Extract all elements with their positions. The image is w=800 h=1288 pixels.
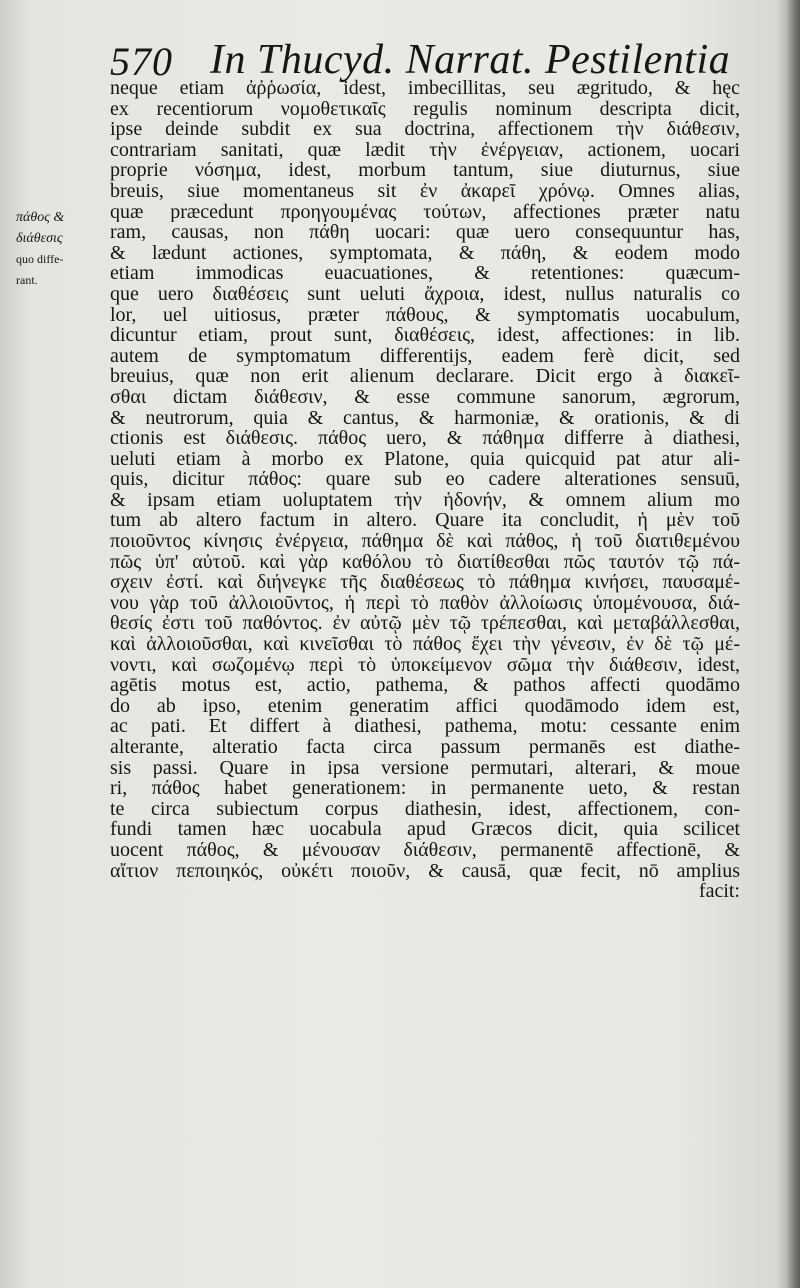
text-line: alterante, alteratio facta circa passum permanēs est diathe- [110, 737, 740, 758]
text-line: ueluti etiam à morbo ex Platone, quia quicquid pat atur ali- [110, 448, 740, 470]
text-line: & lædunt actiones, symptomata, & πάθη, & eodem modo [110, 242, 740, 264]
text-line: ipse deinde subdit ex sua doctrina, affectionem τὴν διάθεσιν, [110, 119, 740, 140]
text-line: etiam immodicas euacuationes, & retentiones: quæcum- [110, 263, 740, 284]
page-gutter-shadow [786, 0, 800, 1288]
text-line: πῶς ὑπ' αὐτοῦ. καὶ γὰρ καθόλου τὸ διατίθεσθαι πῶς ταυτόν τῷ πά- [110, 551, 740, 573]
text-line: proprie νόσημα, idest, morbum tantum, siue diuturnus, siue [110, 160, 740, 181]
text-line: breuius, quæ non erit alienum declarare. Dicit ergo à διακεῖ- [110, 366, 740, 387]
text-line: te circa subiectum corpus diathesin, idest, affectionem, con- [110, 798, 740, 820]
text-line: que uero διαθέσεις sunt ueluti ἄχροια, idest, nullus naturalis co [110, 283, 740, 305]
text-line: & neutrorum, quia & cantus, & harmoniæ, & orationis, & di [110, 407, 740, 429]
text-line: ποιοῦντος κίνησις ἐνέργεια, πάθημα δὲ καὶ πάθος, ἡ τοῦ διατιθεμένου [110, 531, 740, 552]
text-line: ac pati. Et differt à diathesi, pathema, motu: cessante enim [110, 716, 740, 737]
text-line: autem de symptomatum differentijs, eadem ferè dicit, sed [110, 345, 740, 367]
text-line: αἴτιον πεποιηκός, οὐκέτι ποιοῦν, & causā, quæ fecit, nō amplius [110, 860, 740, 882]
text-line: σθαι dictam διάθεσιν, & esse commune sanorum, ægrorum, [110, 386, 740, 408]
page-number: 570 [110, 39, 173, 84]
text-line: uocent πάθος, & μένουσαν διάθεσιν, permanentē affectionē, & [110, 839, 740, 861]
text-line: quæ præcedunt προηγουμένας τούτων, affectiones præter natu [110, 201, 740, 223]
text-line: ri, πάθος habet generationem: in permanente ueto, & restan [110, 778, 740, 799]
margin-note [16, 207, 106, 291]
text-line: contrariam sanitati, quæ lædit τὴν ἐνέργειαν, actionem, uocari [110, 139, 740, 161]
text-line: σχειν ἐστί. καὶ διήνεγκε τῆς διαθέσεως τὸ πάθημα κινήσει, παυσαμέ- [110, 572, 740, 593]
margin-note-line: πάθος & [16, 210, 65, 225]
text-line: ram, causas, non πάθη uocari: quæ uero consequuntur has, [110, 222, 740, 243]
text-line: facit: [698, 881, 740, 902]
text-line: lor, uel uitiosus, præter πάθους, & symptomatis uocabulum, [110, 304, 740, 326]
text-line: νοντι, καὶ σωζομένῳ περὶ τὸ ὑποκείμενον σῶμα τὴν διάθεσιν, idest, [110, 654, 740, 676]
body-text [110, 78, 740, 902]
text-line: θεσίς ἐστι τοῦ παθόντος. ἐν αὐτῷ μὲν τῷ τρέπεσθαι, καὶ μεταβάλλεσθαι, [110, 613, 740, 635]
text-line: καὶ ἀλλοιοῦσθαι, καὶ κινεῖσθαι τὸ πάθος ἔχει τὴν γένεσιν, ἐν δὲ τῷ μέ- [110, 634, 740, 655]
text-line: neque etiam ἀῤῥωσία, idest, imbecillitas, seu ægritudo, & hęc [110, 78, 740, 99]
text-line: sis passi. Quare in ipsa versione permutari, alterari, & moue [110, 757, 740, 779]
text-line: ctionis est διάθεσις. πάθος uero, & πάθημα differre à diathesi, [110, 428, 740, 449]
text-line: quis, dicitur πάθος: quare sub eo cadere alterationes sensuū, [110, 469, 740, 490]
text-line: dicuntur etiam, prout sunt, διαθέσεις, idest, affectiones: in lib. [110, 325, 740, 346]
text-line: fundi tamen hæc uocabula apud Græcos dicit, quia scilicet [110, 819, 740, 840]
text-line: & ipsam etiam uoluptatem τὴν ἡδονήν, & omnem alium mo [110, 489, 740, 511]
text-line: ex recentiorum νομοθετικαῖς regulis nominum descripta dicit, [110, 98, 740, 120]
margin-note-line: quo diffe- [16, 252, 64, 266]
margin-note-line: διάθεσις [16, 231, 63, 246]
text-line: agētis motus est, actio, pathema, & pathos affecti quodāmo [110, 675, 740, 696]
text-line: tum ab altero factum in altero. Quare ita concludit, ἡ μὲν τοῦ [110, 510, 740, 532]
text-line: do ab ipso, etenim generatim affici quodāmodo idem est, [110, 695, 740, 717]
margin-note-line: rant. [16, 273, 38, 287]
text-line: νου γὰρ τοῦ ἀλλοιοῦντος, ἡ περὶ τὸ παθὸν ἀλλοίωσις ὑπομένουσα, διά- [110, 592, 740, 614]
running-head: In Thucyd. Narrat. Pestilentia [210, 37, 731, 83]
text-line: breuis, siue momentaneus sit ἐν ἀκαρεῖ χρόνῳ. Omnes alias, [110, 180, 740, 202]
